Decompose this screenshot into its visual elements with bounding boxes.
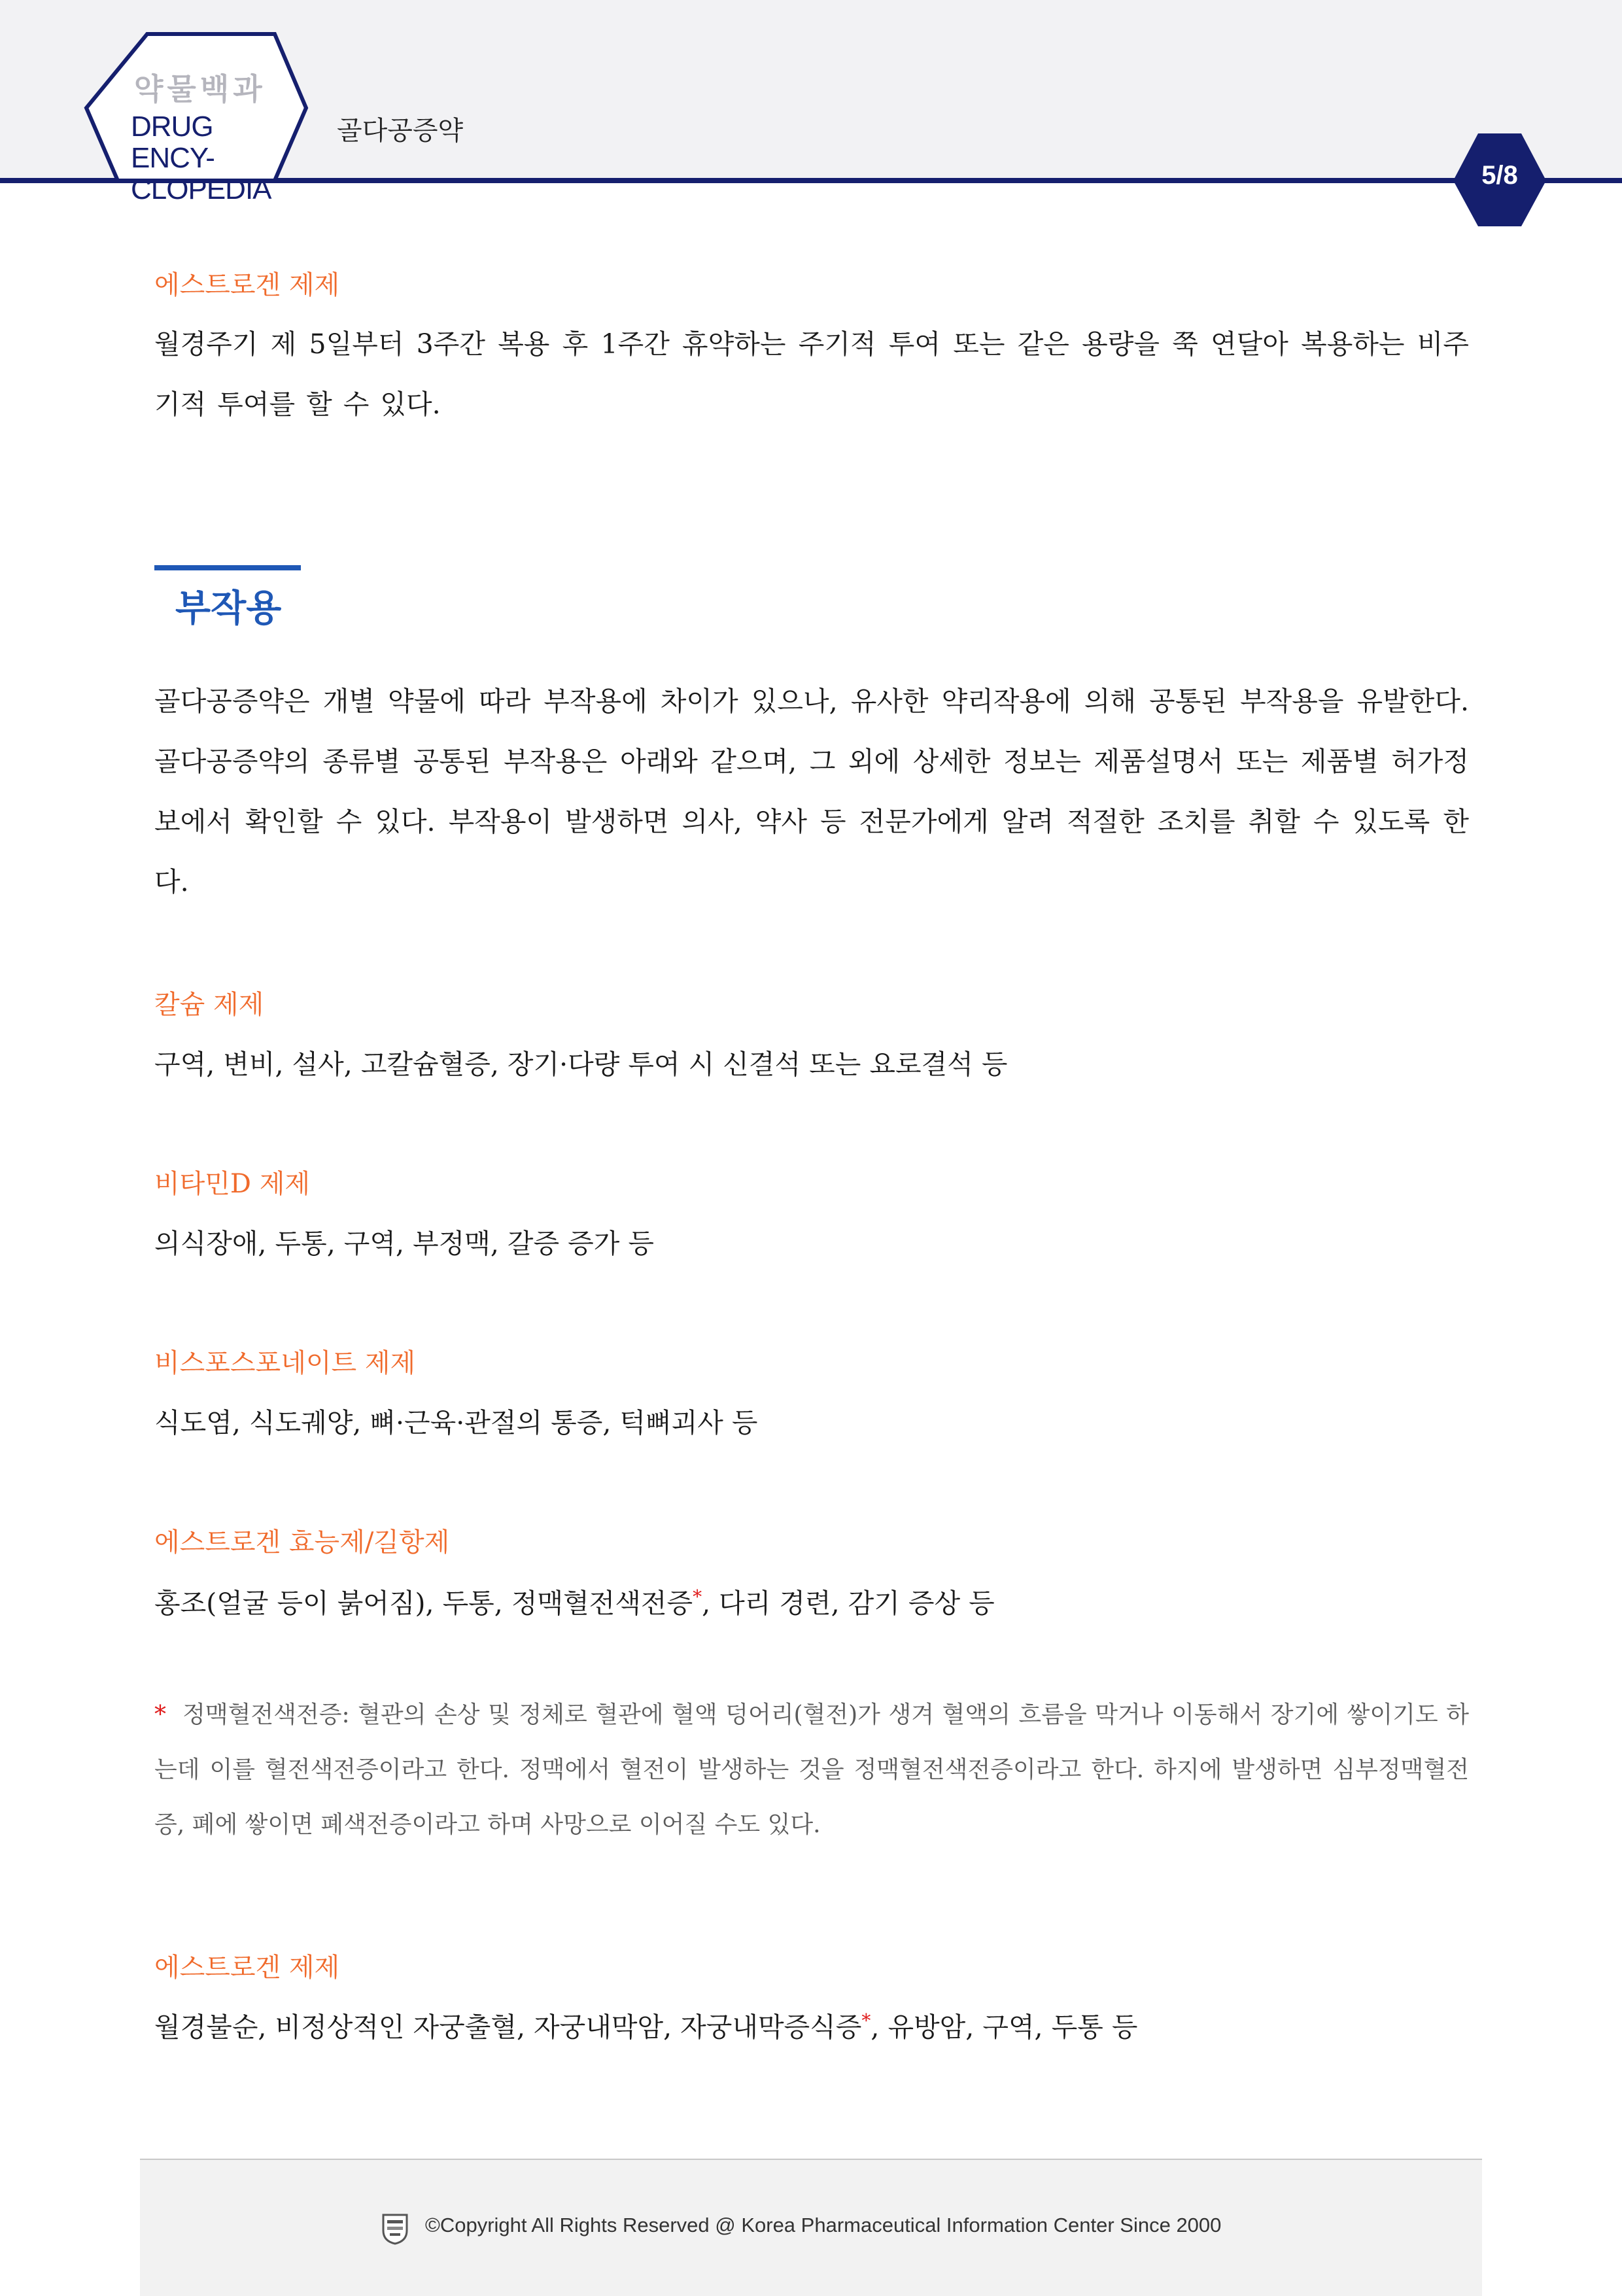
section-intro: 골다공증약은 개별 약물에 따라 부작용에 차이가 있으나, 유사한 약리작용에 의해 공통된 부작용을 유발한다. 골다공증약의 종류별 공통된 부작용은 아래와 같으며, 그 외에 상세한 정보는 제품설명서 또는 제품별 허가정보에서 확인할 수 있다. 부작용이 발생하면 의사, 약사 등 전문가에게 알려 적절한 조치를 취할 수 있도록 한다. — [154, 686, 1469, 897]
kpic-shield-icon — [381, 2212, 409, 2245]
logo-english-text: DRUG ENCY- CLOPEDIA — [131, 111, 271, 205]
bisphosphonate-effects: 식도염, 식도궤양, 뼈·근육·관절의 통증, 턱뼈괴사 등 — [154, 1407, 758, 1438]
bisphosphonate-heading: 비스포스포네이트 제제 — [154, 1348, 416, 1378]
vitamin-d-heading: 비타민D 제제 — [154, 1169, 310, 1199]
footnote — [154, 1688, 1469, 1852]
estrogen-effects: 월경불순, 비정상적인 자궁출혈, 자궁내막암, 자궁내막증식증*, 유방암, 구역, 두통 등 — [154, 2009, 1138, 2043]
serm-effects: 홍조(얼굴 등이 붉어짐), 두통, 정맥혈전색전증*, 다리 경련, 감기 증상 등 — [154, 1586, 995, 1619]
section-title: 부작용 — [175, 587, 282, 630]
logo-korean-text: 약물백과 — [134, 71, 266, 107]
page-number: 5/8 — [1481, 161, 1518, 190]
copyright-text: ©Copyright All Rights Reserved @ Korea Pharmaceutical Information Center Since 2000 — [425, 2214, 1222, 2236]
section-accent-bar — [154, 565, 301, 570]
document-title: 골다공증약 — [337, 116, 464, 146]
vitamin-d-effects: 의식장애, 두통, 구역, 부정맥, 갈증 증가 등 — [154, 1228, 655, 1259]
calcium-effects: 구역, 변비, 설사, 고칼슘혈증, 장기·다량 투여 시 신결석 또는 요로결석 등 — [154, 1049, 1008, 1080]
serm-heading: 에스트로겐 효능제/길항제 — [154, 1527, 450, 1557]
estrogen-intro-heading: 에스트로겐 제제 — [154, 270, 340, 300]
footnote-text: 정맥혈전색전증: 혈관의 손상 및 정체로 혈관에 혈액 덩어리(혈전)가 생겨 혈액의 흐름을 막거나 이동해서 장기에 쌓이기도 하는데 이를 혈전색전증이라고 한다. 정맥에서 혈전이 발생하는 것을 정맥혈전색전증이라고 한다. 하지에 발생하면 심부정맥혈전증, 폐에 쌓이면 폐색전증이라고 하며 사망으로 이어질 수도 있다. — [154, 1701, 1470, 1838]
estrogen-intro-text: 월경주기 제 5일부터 3주간 복용 후 1주간 휴약하는 주기적 투여 또는 같은 용량을 쭉 연달아 복용하는 비주기적 투여를 할 수 있다. — [154, 328, 1469, 420]
footnote-marker: * — [861, 2009, 871, 2032]
estrogen-heading: 에스트로겐 제제 — [154, 1953, 340, 1983]
calcium-heading: 칼슘 제제 — [154, 990, 264, 1020]
footnote-star: * — [154, 1701, 166, 1728]
footnote-marker: * — [693, 1586, 702, 1608]
